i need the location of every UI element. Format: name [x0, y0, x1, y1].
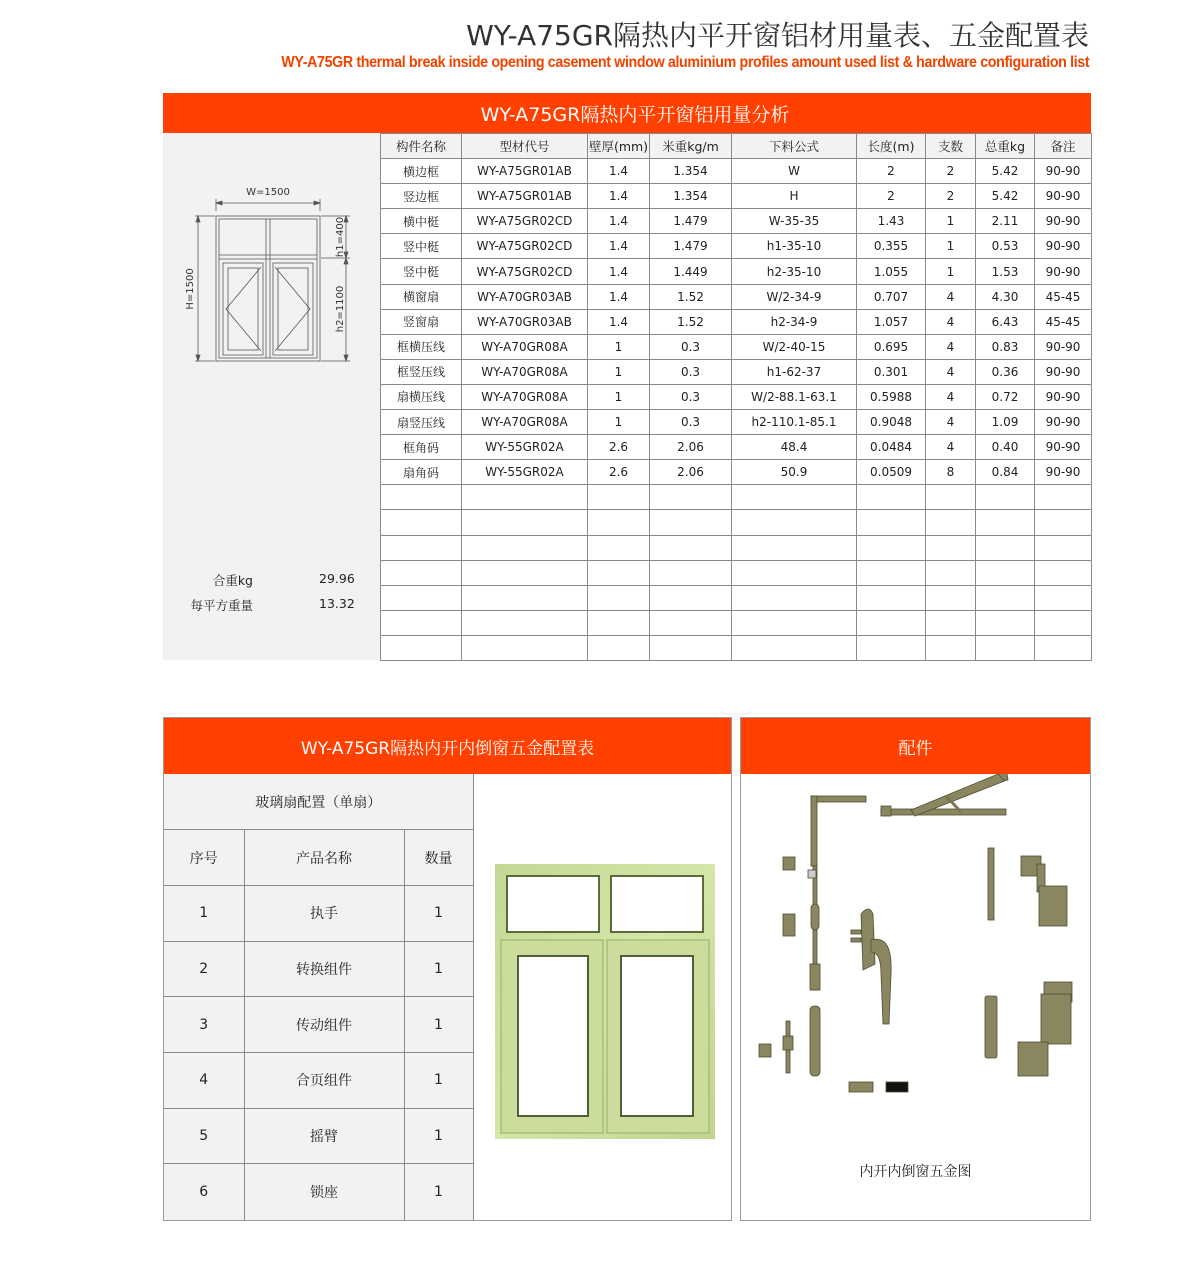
- table-row: [164, 997, 473, 1053]
- striker-black-icon: [886, 1082, 908, 1092]
- table-cell: [650, 610, 732, 635]
- table-cell: [1035, 510, 1092, 535]
- table-cell: [976, 585, 1035, 610]
- table-cell: 0.355: [857, 234, 926, 259]
- table-cell: 传动组件: [244, 997, 404, 1053]
- table-cell: 4: [926, 359, 976, 384]
- hinge-plate-icon: [985, 996, 997, 1058]
- table-row: [381, 510, 1092, 535]
- table-cell: 4: [926, 309, 976, 334]
- table-cell: 1: [926, 234, 976, 259]
- table-cell: [732, 560, 857, 585]
- table-cell: 0.3: [650, 334, 732, 359]
- window-handle-icon: [851, 909, 891, 1024]
- table-cell: [976, 485, 1035, 510]
- table-row: [381, 635, 1092, 660]
- table-cell: [857, 510, 926, 535]
- table-cell: 2.11: [976, 209, 1035, 234]
- table-cell: 5: [164, 1108, 244, 1164]
- column-header: 备注: [1035, 134, 1092, 159]
- accessories-section: [740, 717, 1091, 1221]
- table-row: [381, 485, 1092, 510]
- table-cell: 1.52: [650, 309, 732, 334]
- table-cell: WY-A75GR02CD: [462, 209, 588, 234]
- table-cell: 竖中梃: [381, 234, 462, 259]
- table-cell: 1.354: [650, 184, 732, 209]
- table-cell: [588, 510, 650, 535]
- table-cell: 1.09: [976, 410, 1035, 435]
- table-cell: [588, 485, 650, 510]
- table-cell: 1.354: [650, 159, 732, 184]
- table-cell: WY-A75GR02CD: [462, 259, 588, 284]
- table-row: [381, 284, 1092, 309]
- table-cell: 1.4: [588, 284, 650, 309]
- table-cell: [732, 535, 857, 560]
- profiles-table-header: [381, 134, 1092, 159]
- table-row: [164, 885, 473, 941]
- table-cell: [1035, 635, 1092, 660]
- column-header: 产品名称: [244, 830, 404, 886]
- table-cell: [732, 635, 857, 660]
- table-cell: 1.479: [650, 209, 732, 234]
- table-cell: 1: [588, 384, 650, 409]
- table-cell: [588, 560, 650, 585]
- table-cell: H: [732, 184, 857, 209]
- table-row: [381, 234, 1092, 259]
- table-cell: 2: [926, 184, 976, 209]
- table-cell: [976, 510, 1035, 535]
- column-header: 支数: [926, 134, 976, 159]
- table-cell: [381, 560, 462, 585]
- table-row: [381, 535, 1092, 560]
- table-cell: 框角码: [381, 435, 462, 460]
- table-row: [381, 410, 1092, 435]
- table-cell: [976, 610, 1035, 635]
- table-cell: 0.3: [650, 359, 732, 384]
- table-cell: 横窗扇: [381, 284, 462, 309]
- table-cell: [926, 585, 976, 610]
- table-cell: 3: [164, 997, 244, 1053]
- table-row: [381, 560, 1092, 585]
- table-cell: [926, 560, 976, 585]
- table-cell: [588, 585, 650, 610]
- table-cell: 0.84: [976, 460, 1035, 485]
- table-cell: WY-A70GR03AB: [462, 284, 588, 309]
- column-header: 米重kg/m: [650, 134, 732, 159]
- arrow-icon: [216, 201, 222, 205]
- transom-pane-right: [611, 876, 703, 932]
- hardware-config-section: [163, 717, 732, 1221]
- table-cell: 0.83: [976, 334, 1035, 359]
- table-cell: 1: [404, 1164, 473, 1220]
- table-cell: 1.4: [588, 309, 650, 334]
- column-header: 构件名称: [381, 134, 462, 159]
- table-cell: [732, 585, 857, 610]
- table-cell: 45-45: [1035, 309, 1092, 334]
- window-3d-illustration: [495, 864, 715, 1139]
- table-cell: 4: [926, 384, 976, 409]
- table-cell: h2-110.1-85.1: [732, 410, 857, 435]
- profiles-table: [380, 133, 1092, 661]
- profiles-section-title: WY-A75GR隔热内平开窗铝用量分析: [480, 103, 790, 126]
- table-cell: [1035, 560, 1092, 585]
- table-row: [381, 334, 1092, 359]
- corner-drive-icon: [808, 796, 866, 906]
- table-cell: 1: [404, 885, 473, 941]
- table-cell: W/2-40-15: [732, 334, 857, 359]
- column-header: 长度(m): [857, 134, 926, 159]
- table-cell: [462, 560, 588, 585]
- total-weight-value: 29.96: [319, 571, 355, 586]
- table-cell: 0.0509: [857, 460, 926, 485]
- table-cell: h1-35-10: [732, 234, 857, 259]
- table-cell: 1.479: [650, 234, 732, 259]
- table-cell: WY-A75GR02CD: [462, 234, 588, 259]
- table-row: [381, 460, 1092, 485]
- table-cell: 1.43: [857, 209, 926, 234]
- table-cell: 1.4: [588, 209, 650, 234]
- table-row: [381, 159, 1092, 184]
- table-cell: [857, 610, 926, 635]
- table-cell: 0.36: [976, 359, 1035, 384]
- table-cell: 90-90: [1035, 410, 1092, 435]
- column-header: 总重kg: [976, 134, 1035, 159]
- table-cell: [857, 535, 926, 560]
- table-row: [164, 1164, 473, 1220]
- table-cell: 0.0484: [857, 435, 926, 460]
- stay-arm-icon: [881, 774, 1008, 816]
- window-dimension-drawing: [183, 181, 363, 371]
- table-cell: 转换组件: [244, 941, 404, 997]
- table-cell: [462, 585, 588, 610]
- per-sqm-weight-value: 13.32: [319, 596, 355, 611]
- opening-direction-mark: [275, 267, 310, 351]
- total-weight-label: 合重kg: [212, 573, 253, 588]
- lower-drive-icon: [783, 1006, 820, 1076]
- table-cell: WY-A70GR08A: [462, 410, 588, 435]
- keeper-icon: [783, 914, 795, 936]
- hardware-config-title-row: [164, 774, 473, 830]
- table-cell: 1.4: [588, 184, 650, 209]
- table-cell: 1.449: [650, 259, 732, 284]
- table-cell: 竖中梃: [381, 259, 462, 284]
- hardware-section-title: WY-A75GR隔热内开内倒窗五金配置表: [300, 738, 595, 759]
- table-cell: [732, 610, 857, 635]
- table-cell: [462, 535, 588, 560]
- table-cell: 1.53: [976, 259, 1035, 284]
- table-cell: 2.6: [588, 435, 650, 460]
- table-cell: 2: [857, 159, 926, 184]
- hinge-bar-icon: [988, 848, 994, 920]
- transom-pane-left: [507, 876, 599, 932]
- table-cell: 0.40: [976, 435, 1035, 460]
- table-cell: 0.53: [976, 234, 1035, 259]
- table-cell: 4: [926, 410, 976, 435]
- table-cell: 扇横压线: [381, 384, 462, 409]
- table-cell: WY-A75GR01AB: [462, 184, 588, 209]
- table-cell: [1035, 610, 1092, 635]
- hardware-table-header: [164, 830, 473, 886]
- table-cell: [381, 535, 462, 560]
- table-cell: 框竖压线: [381, 359, 462, 384]
- table-cell: [462, 610, 588, 635]
- table-cell: 合页组件: [244, 1052, 404, 1108]
- table-cell: 竖边框: [381, 184, 462, 209]
- column-header: 数量: [404, 830, 473, 886]
- hardware-parts-illustration: [741, 774, 1090, 1154]
- table-cell: [650, 585, 732, 610]
- table-cell: 1: [404, 1052, 473, 1108]
- table-cell: 2.06: [650, 460, 732, 485]
- table-cell: W-35-35: [732, 209, 857, 234]
- sash-pane-left: [518, 956, 588, 1116]
- keeper-icon: [783, 857, 795, 870]
- bottom-hinge-icon: [1018, 982, 1072, 1076]
- table-cell: 1.4: [588, 259, 650, 284]
- table-cell: [462, 485, 588, 510]
- table-cell: 2: [164, 941, 244, 997]
- table-cell: [381, 610, 462, 635]
- table-cell: [588, 535, 650, 560]
- table-cell: 45-45: [1035, 284, 1092, 309]
- table-cell: [381, 585, 462, 610]
- table-cell: 1.4: [588, 159, 650, 184]
- table-cell: 90-90: [1035, 159, 1092, 184]
- table-cell: WY-A70GR03AB: [462, 309, 588, 334]
- table-cell: [650, 535, 732, 560]
- table-cell: 90-90: [1035, 334, 1092, 359]
- column-header: 壁厚(mm): [588, 134, 650, 159]
- page-title-cn: WY-A75GR隔热内平开窗铝材用量表、五金配置表: [466, 19, 1089, 52]
- table-cell: 90-90: [1035, 259, 1092, 284]
- table-cell: 48.4: [732, 435, 857, 460]
- table-cell: 0.3: [650, 384, 732, 409]
- table-cell: 1: [164, 885, 244, 941]
- table-cell: 竖窗扇: [381, 309, 462, 334]
- striker-icon: [849, 1082, 873, 1092]
- accessories-caption: 内开内倒窗五金图: [859, 1164, 972, 1180]
- table-cell: 1: [588, 334, 650, 359]
- arrow-icon: [314, 201, 320, 205]
- table-cell: [381, 485, 462, 510]
- table-row: [381, 384, 1092, 409]
- table-cell: 0.301: [857, 359, 926, 384]
- table-cell: [1035, 585, 1092, 610]
- table-cell: 1.057: [857, 309, 926, 334]
- table-cell: WY-A75GR01AB: [462, 159, 588, 184]
- table-cell: 0.3: [650, 410, 732, 435]
- table-row: [164, 1108, 473, 1164]
- hardware-table: [164, 774, 474, 1220]
- table-cell: 锁座: [244, 1164, 404, 1220]
- h1-label: h1=400: [335, 216, 346, 258]
- table-cell: WY-55GR02A: [462, 435, 588, 460]
- table-cell: 1: [588, 359, 650, 384]
- table-cell: h1-62-37: [732, 359, 857, 384]
- window-drawing-panel: [163, 133, 380, 660]
- table-cell: [1035, 485, 1092, 510]
- table-cell: [1035, 535, 1092, 560]
- table-cell: [976, 635, 1035, 660]
- opening-direction-mark: [226, 267, 261, 351]
- accessories-section-header: [741, 718, 1090, 774]
- table-cell: 横中梃: [381, 209, 462, 234]
- table-cell: 2: [857, 184, 926, 209]
- table-cell: [588, 610, 650, 635]
- table-cell: WY-A70GR08A: [462, 359, 588, 384]
- table-cell: 6: [164, 1164, 244, 1220]
- table-row: [381, 309, 1092, 334]
- table-cell: 执手: [244, 885, 404, 941]
- table-cell: [462, 510, 588, 535]
- top-hinge-icon: [1021, 856, 1067, 926]
- table-cell: [857, 560, 926, 585]
- table-cell: [857, 635, 926, 660]
- table-cell: 1: [404, 997, 473, 1053]
- page-title-en: WY-A75GR thermal break inside opening casement window aluminium profiles amount used list & hardware configuration list: [280, 54, 1089, 71]
- sash-pane-right: [621, 956, 693, 1116]
- table-cell: 90-90: [1035, 184, 1092, 209]
- table-cell: W/2-88.1-63.1: [732, 384, 857, 409]
- table-cell: 2: [926, 159, 976, 184]
- table-cell: 1: [588, 410, 650, 435]
- profiles-section-header: [163, 93, 1091, 133]
- table-row: [164, 1052, 473, 1108]
- table-cell: [926, 510, 976, 535]
- table-cell: 4: [926, 334, 976, 359]
- table-cell: 1: [926, 209, 976, 234]
- table-row: [381, 610, 1092, 635]
- table-cell: 4.30: [976, 284, 1035, 309]
- table-row: [381, 359, 1092, 384]
- table-cell: [857, 585, 926, 610]
- table-cell: 1.055: [857, 259, 926, 284]
- table-cell: [381, 510, 462, 535]
- table-cell: [732, 510, 857, 535]
- table-row: [381, 209, 1092, 234]
- column-header: 型材代号: [462, 134, 588, 159]
- table-cell: 90-90: [1035, 359, 1092, 384]
- table-cell: [588, 635, 650, 660]
- table-cell: [926, 635, 976, 660]
- table-cell: 1.52: [650, 284, 732, 309]
- table-row: [381, 585, 1092, 610]
- table-cell: 4: [164, 1052, 244, 1108]
- table-cell: [650, 560, 732, 585]
- table-cell: [732, 485, 857, 510]
- table-cell: 90-90: [1035, 435, 1092, 460]
- hardware-section-header: [164, 718, 731, 774]
- table-cell: 1.4: [588, 234, 650, 259]
- table-cell: 0.695: [857, 334, 926, 359]
- table-cell: [926, 610, 976, 635]
- table-cell: 5.42: [976, 184, 1035, 209]
- table-cell: [926, 535, 976, 560]
- table-cell: WY-55GR02A: [462, 460, 588, 485]
- table-cell: [650, 485, 732, 510]
- table-cell: [926, 485, 976, 510]
- table-cell: 4: [926, 435, 976, 460]
- table-cell: [462, 635, 588, 660]
- table-cell: WY-A70GR08A: [462, 384, 588, 409]
- table-cell: W/2-34-9: [732, 284, 857, 309]
- table-row: [164, 941, 473, 997]
- height-label: H=1500: [185, 268, 196, 310]
- table-cell: [857, 485, 926, 510]
- drive-rod-icon: [810, 904, 820, 990]
- table-cell: 摇臂: [244, 1108, 404, 1164]
- table-cell: 2.6: [588, 460, 650, 485]
- table-cell: 横边框: [381, 159, 462, 184]
- column-header: 下料公式: [732, 134, 857, 159]
- table-cell: [381, 635, 462, 660]
- table-cell: 0.707: [857, 284, 926, 309]
- table-row: [381, 259, 1092, 284]
- table-row: [381, 435, 1092, 460]
- table-cell: 5.42: [976, 159, 1035, 184]
- table-cell: 90-90: [1035, 234, 1092, 259]
- table-cell: 90-90: [1035, 209, 1092, 234]
- table-cell: [650, 635, 732, 660]
- table-cell: 0.9048: [857, 410, 926, 435]
- table-cell: [976, 560, 1035, 585]
- table-cell: [650, 510, 732, 535]
- per-sqm-weight-label: 每平方重量: [190, 598, 253, 613]
- window-frame-outline: [216, 216, 320, 361]
- table-cell: W: [732, 159, 857, 184]
- table-row: [381, 184, 1092, 209]
- table-cell: 扇角码: [381, 460, 462, 485]
- table-cell: [976, 535, 1035, 560]
- table-cell: 50.9: [732, 460, 857, 485]
- table-cell: 6.43: [976, 309, 1035, 334]
- keeper-icon: [759, 1044, 771, 1057]
- h2-label: h2=1100: [335, 285, 346, 333]
- table-cell: 1: [404, 1108, 473, 1164]
- table-cell: 扇竖压线: [381, 410, 462, 435]
- table-cell: 90-90: [1035, 460, 1092, 485]
- table-cell: WY-A70GR08A: [462, 334, 588, 359]
- table-cell: h2-34-9: [732, 309, 857, 334]
- table-cell: 2.06: [650, 435, 732, 460]
- table-cell: 90-90: [1035, 384, 1092, 409]
- table-cell: 8: [926, 460, 976, 485]
- table-cell: 1: [926, 259, 976, 284]
- width-label: W=1500: [246, 187, 290, 198]
- table-cell: 框横压线: [381, 334, 462, 359]
- accessories-section-title: 配件: [898, 738, 933, 759]
- table-cell: 4: [926, 284, 976, 309]
- column-header: 序号: [164, 830, 244, 886]
- hardware-config-title: 玻璃扇配置（单扇）: [164, 774, 473, 830]
- table-cell: 1: [404, 941, 473, 997]
- table-cell: h2-35-10: [732, 259, 857, 284]
- table-cell: 0.72: [976, 384, 1035, 409]
- table-cell: 0.5988: [857, 384, 926, 409]
